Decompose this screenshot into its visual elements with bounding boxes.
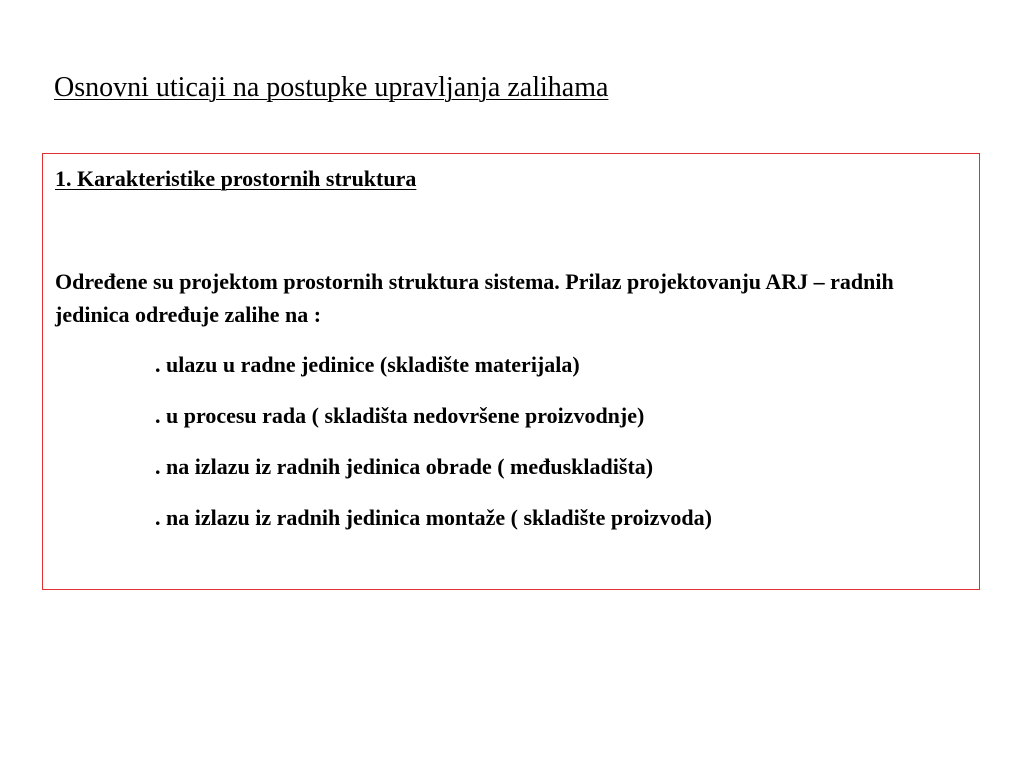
content-box [42, 153, 980, 590]
bullet-list [155, 350, 712, 554]
list-item: . na izlazu iz radnih jedinica obrade ( međuskladišta) [155, 454, 654, 479]
slide-title: Osnovni uticaji na postupke upravljanja zalihama [54, 72, 609, 103]
list-item: . u procesu rada ( skladišta nedovršene proizvodnje) [155, 403, 645, 428]
list-item: . ulazu u radne jedinice (skladište materijala) [155, 352, 580, 377]
section-heading: 1. Karakteristike prostornih struktura [55, 166, 417, 191]
intro-paragraph: Određene su projektom prostornih struktura sistema. Prilaz projektovanju ARJ – radnih jedinica određuje zalihe na : [55, 269, 894, 327]
list-item: . na izlazu iz radnih jedinica montaže ( skladište proizvoda) [155, 505, 712, 530]
